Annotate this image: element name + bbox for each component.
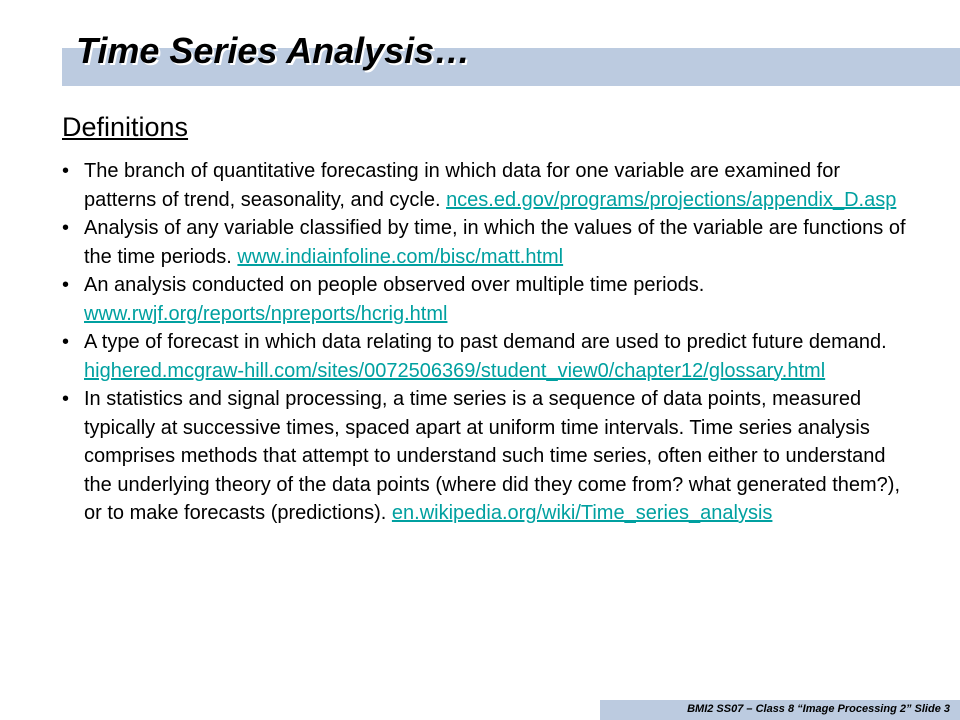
definition-item xyxy=(62,157,910,214)
bullet-icon: • xyxy=(62,331,70,353)
bullet-icon: • xyxy=(62,217,70,239)
definition-text: An analysis conducted on people observed over multiple time periods. xyxy=(84,274,705,296)
definition-text: In statistics and signal processing, a time series is a sequence of data points, measured typically at successive times, spaced apart at uniform time intervals. Time series analysis comprises methods that attempt to understand such time series, often either to understand the underlying theory of the data points (where did they come from? what generated them?), or to make forecasts (predictions). xyxy=(84,388,901,524)
bullet-icon: • xyxy=(62,160,70,182)
definition-link[interactable]: highered.mcgraw-hill.com/sites/0072506369/student_view0/chapter12/glossary.html xyxy=(84,359,826,382)
definition-item xyxy=(62,328,910,385)
definition-text: Analysis of any variable classified by time, in which the values of the variable are functions of the time periods. xyxy=(84,217,906,268)
definition-text: A type of forecast in which data relating to past demand are used to predict future demand. xyxy=(84,331,887,353)
definition-item xyxy=(62,271,910,328)
definition-item xyxy=(62,385,910,528)
slide-title: Time Series Analysis… xyxy=(76,30,471,71)
slide-footer: BMI2 SS07 – Class 8 “Image Processing 2” Slide 3 xyxy=(687,703,950,715)
bullet-icon: • xyxy=(62,388,70,410)
definition-text: The branch of quantitative forecasting in which data for one variable are examined for patterns of trend, seasonality, and cycle. xyxy=(84,160,840,211)
definition-link[interactable]: www.rwjf.org/reports/npreports/hcrig.html xyxy=(84,302,448,325)
definition-link[interactable]: nces.ed.gov/programs/projections/appendix_D.asp xyxy=(446,188,897,211)
definition-link[interactable]: en.wikipedia.org/wiki/Time_series_analysis xyxy=(391,502,773,524)
definition-item xyxy=(62,214,910,271)
section-heading: Definitions xyxy=(62,112,189,142)
bullet-icon: • xyxy=(62,274,70,296)
definitions-list xyxy=(62,157,910,528)
definition-link[interactable]: www.indiainfoline.com/bisc/matt.html xyxy=(237,245,564,268)
